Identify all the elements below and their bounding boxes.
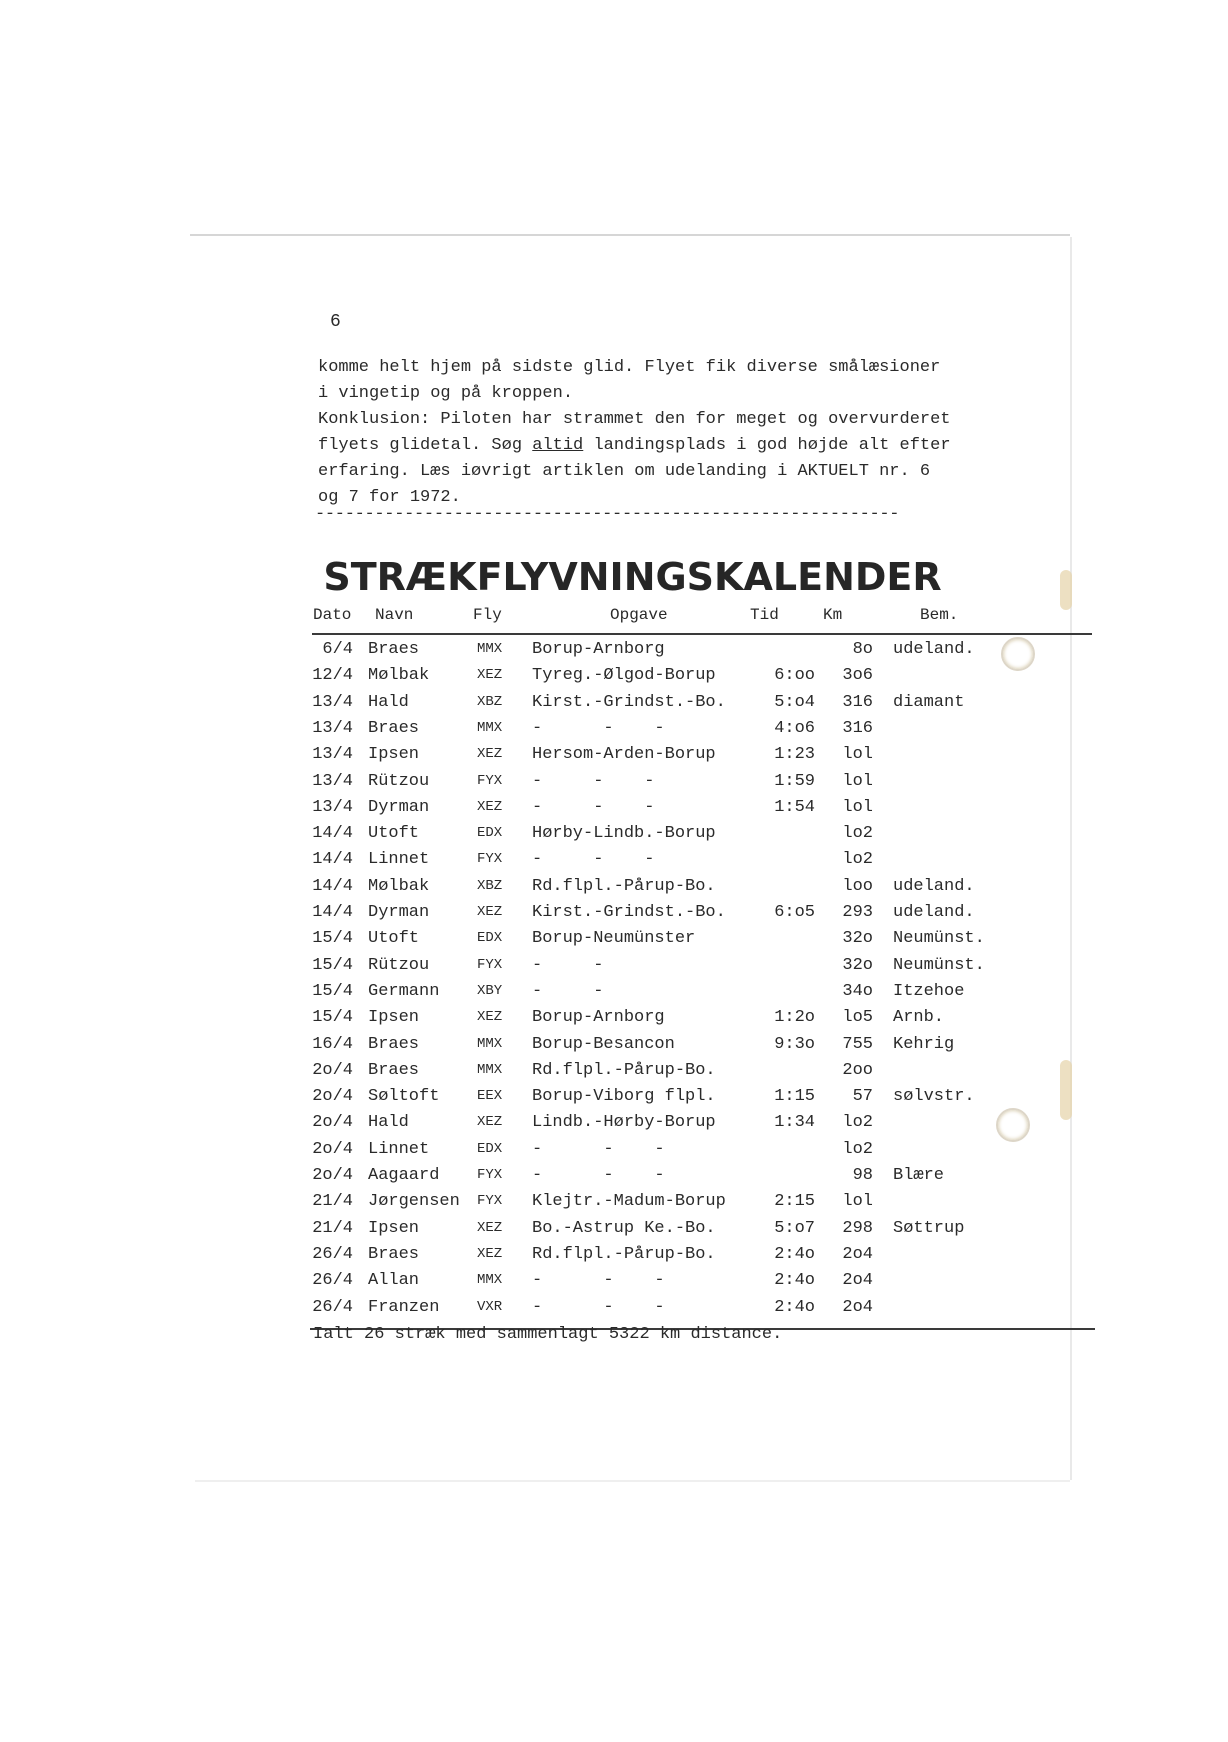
cell-dato: 2o/4 [312, 1113, 353, 1133]
cell-km: 32o [842, 955, 873, 975]
intro-text: landingsplads i god højde alt efter [583, 436, 951, 455]
cell-dato: 2o/4 [312, 1087, 353, 1107]
cell-tid: 6:o5 [774, 903, 815, 922]
cell-navn: Aagaard [368, 1166, 440, 1185]
punch-hole [996, 1108, 1030, 1142]
cell-fly: EDX [477, 825, 503, 842]
table-row [195, 903, 1070, 929]
cell-tid: 1:23 [774, 745, 815, 765]
cell-navn: Ipsen [368, 1008, 420, 1028]
header-opgave: Opgave [610, 606, 668, 624]
cell-opgave: Rd.flpl.-Pårup-Bo. [532, 1060, 716, 1080]
intro-paragraph [318, 355, 1038, 511]
cell-navn: Braes [368, 1244, 420, 1264]
table-row [195, 1061, 1070, 1087]
cell-dato: 26/4 [312, 1297, 353, 1317]
cell-fly: XEZ [477, 904, 503, 920]
cell-dato: 26/4 [312, 1244, 353, 1264]
cell-fly: XEZ [477, 746, 503, 763]
cell-opgave: - - - [532, 1166, 665, 1185]
intro-line: og 7 for 1972. [318, 488, 461, 507]
cell-bem: Neumünst. [893, 929, 985, 949]
table-row [195, 640, 1070, 666]
header-rule [312, 633, 1092, 635]
header-km: Km [823, 606, 843, 624]
cell-navn: Linnet [368, 1139, 430, 1159]
cell-km: lol [842, 771, 873, 791]
cell-opgave: Rd.flpl.-Pårup-Bo. [532, 1244, 716, 1264]
cell-opgave: Rd.flpl.-Pårup-Bo. [532, 876, 716, 896]
cell-tid: 1:2o [774, 1008, 815, 1028]
cell-opgave: - - - [532, 850, 655, 870]
cell-fly: XBZ [477, 877, 503, 894]
table-row [195, 719, 1070, 745]
cell-bem: udeland. [893, 876, 975, 896]
cell-opgave: - - - [532, 1139, 665, 1159]
cell-fly: XEZ [477, 1219, 503, 1236]
cell-km: 8o [852, 640, 873, 659]
header-tid: Tid [750, 606, 779, 624]
cell-km: 755 [842, 1034, 873, 1054]
cell-navn: Ipsen [368, 1218, 420, 1238]
table-row [195, 982, 1070, 1008]
cell-opgave: Kirst.-Grindst.-Bo. [532, 692, 726, 712]
cell-km: lol [842, 1192, 873, 1212]
cell-fly: XBZ [477, 693, 503, 710]
cell-dato: 12/4 [312, 666, 353, 686]
cell-bem: Itzehoe [893, 981, 965, 1001]
cell-dato: 16/4 [312, 1034, 353, 1054]
paper-stain [1060, 1060, 1072, 1120]
cell-opgave: Kirst.-Grindst.-Bo. [532, 903, 726, 922]
table-row [195, 772, 1070, 798]
cell-navn: Germann [368, 981, 440, 1001]
cell-km: 2o4 [842, 1297, 873, 1317]
cell-navn: Braes [368, 1034, 420, 1054]
cell-navn: Jørgensen [368, 1192, 460, 1212]
total-summary: Ialt 26 stræk med sammenlagt 5322 km distance. [313, 1325, 783, 1344]
cell-opgave: Borup-Neumünster [532, 929, 696, 949]
cell-km: 316 [842, 718, 873, 738]
cell-fly: FYX [477, 772, 503, 789]
cell-dato: 6/4 [322, 640, 353, 659]
cell-fly: MMX [477, 1035, 503, 1052]
cell-km: 298 [842, 1218, 873, 1238]
cell-km: 98 [852, 1166, 873, 1185]
cell-fly: FYX [477, 1167, 503, 1183]
cell-navn: Braes [368, 718, 420, 738]
table-row [195, 1140, 1070, 1166]
intro-line: komme helt hjem på sidste glid. Flyet fik diverse smålæsioner [318, 358, 941, 377]
cell-fly: XEZ [477, 1114, 503, 1131]
cell-tid: 2:4o [774, 1244, 815, 1264]
cell-opgave: - - - [532, 771, 655, 791]
table-row [195, 1298, 1070, 1324]
intro-line: erfaring. Læs iøvrigt artiklen om udelanding i AKTUELT nr. 6 [318, 462, 931, 481]
cell-opgave: Tyreg.-Ølgod-Borup [532, 666, 716, 686]
cell-navn: Søltoft [368, 1087, 440, 1107]
cell-km: 32o [842, 929, 873, 949]
punch-hole [1001, 637, 1035, 671]
cell-opgave: - - - [532, 797, 655, 817]
cell-navn: Mølbak [368, 876, 430, 896]
cell-opgave: - - - [532, 1297, 665, 1317]
cell-km: 316 [842, 692, 873, 712]
cell-bem: udeland. [893, 903, 975, 922]
cell-opgave: Borup-Besancon [532, 1034, 675, 1054]
cell-km: 57 [852, 1087, 873, 1107]
cell-navn: Hald [368, 1113, 409, 1133]
table-row [195, 745, 1070, 771]
cell-km: lo5 [842, 1008, 873, 1028]
cell-km: loo [842, 876, 873, 896]
cell-tid: 1:34 [774, 1113, 815, 1133]
cell-tid: 1:54 [774, 797, 815, 817]
cell-dato: 15/4 [312, 955, 353, 975]
table-row [195, 798, 1070, 824]
cell-dato: 2o/4 [312, 1139, 353, 1159]
dashed-divider: ----------------------------------------------------------- [315, 505, 900, 524]
cell-km: lo2 [842, 1139, 873, 1159]
cell-tid: 2:4o [774, 1271, 815, 1291]
cell-km: 34o [842, 981, 873, 1001]
cell-opgave: - - [532, 955, 604, 975]
cell-fly: MMX [477, 641, 503, 657]
table-row [195, 956, 1070, 982]
cell-dato: 13/4 [312, 692, 353, 712]
cell-tid: 1:15 [774, 1087, 815, 1107]
cell-bem: diamant [893, 692, 965, 712]
cell-dato: 2o/4 [312, 1166, 353, 1185]
cell-dato: 13/4 [312, 745, 353, 765]
table-row [195, 1271, 1070, 1297]
cell-tid: 2:4o [774, 1297, 815, 1317]
intro-line-underlined [318, 433, 1038, 459]
table-row [195, 666, 1070, 692]
cell-navn: Hald [368, 692, 409, 712]
cell-dato: 2o/4 [312, 1060, 353, 1080]
table-row [195, 824, 1070, 850]
intro-line: Konklusion: Piloten har strammet den for meget og overvurderet [318, 410, 951, 429]
cell-opgave: Borup-Arnborg [532, 1008, 665, 1028]
intro-text: flyets glidetal. Søg [318, 436, 533, 455]
cell-opgave: Hersom-Arden-Borup [532, 745, 716, 765]
table-row [195, 1035, 1070, 1061]
cell-fly: XEZ [477, 798, 503, 815]
cell-dato: 21/4 [312, 1192, 353, 1212]
cell-tid: 5:o7 [774, 1218, 815, 1238]
cell-tid: 1:59 [774, 771, 815, 791]
cell-dato: 14/4 [312, 876, 353, 896]
page-number: 6 [330, 312, 341, 332]
cell-dato: 14/4 [312, 824, 353, 844]
cell-opgave: Klejtr.-Madum-Borup [532, 1192, 726, 1212]
cell-dato: 15/4 [312, 929, 353, 949]
cell-tid: 6:oo [774, 666, 815, 686]
cell-bem: Arnb. [893, 1008, 945, 1028]
cell-bem: Blære [893, 1166, 945, 1185]
cell-navn: Mølbak [368, 666, 430, 686]
table-row [195, 850, 1070, 876]
cell-navn: Braes [368, 640, 420, 659]
cell-bem: Kehrig [893, 1034, 955, 1054]
cell-opgave: Hørby-Lindb.-Borup [532, 824, 716, 844]
cell-fly: VXR [477, 1298, 503, 1315]
cell-navn: Utoft [368, 929, 420, 949]
cell-opgave: - - - [532, 718, 665, 738]
cell-navn: Utoft [368, 824, 420, 844]
cell-dato: 15/4 [312, 981, 353, 1001]
cell-km: lol [842, 745, 873, 765]
cell-tid: 9:3o [774, 1034, 815, 1054]
cell-fly: EDX [477, 1140, 503, 1157]
cell-opgave: - - - [532, 1271, 665, 1291]
cell-dato: 13/4 [312, 718, 353, 738]
calendar-title: STRÆKFLYVNINGSKALENDER [323, 555, 942, 599]
cell-dato: 13/4 [312, 797, 353, 817]
cell-opgave: - - [532, 981, 604, 1001]
cell-fly: MMX [477, 719, 503, 736]
cell-km: lol [842, 797, 873, 817]
cell-tid: 4:o6 [774, 718, 815, 738]
cell-navn: Allan [368, 1271, 420, 1291]
cell-km: lo2 [842, 1113, 873, 1133]
table-row [195, 1087, 1070, 1113]
cell-fly: MMX [477, 1272, 503, 1289]
cell-navn: Ipsen [368, 745, 420, 765]
table-row [195, 693, 1070, 719]
cell-opgave: Lindb.-Hørby-Borup [532, 1113, 716, 1133]
cell-fly: FYX [477, 956, 503, 973]
cell-navn: Rützou [368, 955, 430, 975]
cell-fly: XBY [477, 982, 503, 999]
cell-navn: Rützou [368, 771, 430, 791]
cell-fly: FYX [477, 851, 503, 868]
cell-dato: 15/4 [312, 1008, 353, 1028]
cell-opgave: Borup-Viborg flpl. [532, 1087, 716, 1107]
document-page [195, 237, 1070, 1480]
underlined-word: altid [532, 436, 584, 455]
header-dato: Dato [313, 606, 352, 624]
cell-dato: 26/4 [312, 1271, 353, 1291]
table-row [195, 1113, 1070, 1139]
cell-km: lo2 [842, 824, 873, 844]
cell-navn: Linnet [368, 850, 430, 870]
cell-opgave: Borup-Arnborg [532, 640, 665, 659]
cell-tid: 5:o4 [774, 692, 815, 712]
cell-fly: XEZ [477, 1245, 503, 1262]
cell-dato: 14/4 [312, 903, 353, 922]
cell-bem: Neumünst. [893, 955, 985, 975]
cell-fly: XEZ [477, 1009, 503, 1026]
cell-bem: udeland. [893, 640, 975, 659]
cell-navn: Dyrman [368, 903, 430, 922]
table-row [195, 1192, 1070, 1218]
paper-stain [1060, 570, 1072, 610]
cell-bem: Søttrup [893, 1218, 965, 1238]
cell-km: 3o6 [842, 666, 873, 686]
cell-km: 2oo [842, 1060, 873, 1080]
cell-fly: XEZ [477, 667, 503, 684]
header-navn: Navn [375, 606, 414, 624]
cell-km: lo2 [842, 850, 873, 870]
cell-km: 293 [842, 903, 873, 922]
cell-dato: 14/4 [312, 850, 353, 870]
header-fly: Fly [473, 606, 502, 624]
cell-km: 2o4 [842, 1244, 873, 1264]
table-row [195, 877, 1070, 903]
cell-dato: 13/4 [312, 771, 353, 791]
table-row [195, 929, 1070, 955]
header-bem: Bem. [920, 606, 959, 624]
table-row [195, 1245, 1070, 1271]
cell-navn: Franzen [368, 1297, 440, 1317]
intro-line: i vingetip og på kroppen. [318, 384, 574, 403]
cell-opgave: Bo.-Astrup Ke.-Bo. [532, 1218, 716, 1238]
table-row [195, 1008, 1070, 1034]
cell-dato: 21/4 [312, 1218, 353, 1238]
table-row [195, 1219, 1070, 1245]
cell-km: 2o4 [842, 1271, 873, 1291]
cell-navn: Dyrman [368, 797, 430, 817]
scan-edge [190, 234, 1070, 236]
cell-navn: Braes [368, 1060, 420, 1080]
cell-fly: FYX [477, 1193, 503, 1210]
cell-bem: sølvstr. [893, 1087, 975, 1107]
cell-fly: MMX [477, 1061, 503, 1078]
cell-fly: EDX [477, 930, 503, 947]
table-row [195, 1166, 1070, 1192]
cell-tid: 2:15 [774, 1192, 815, 1212]
cell-fly: EEX [477, 1088, 503, 1105]
